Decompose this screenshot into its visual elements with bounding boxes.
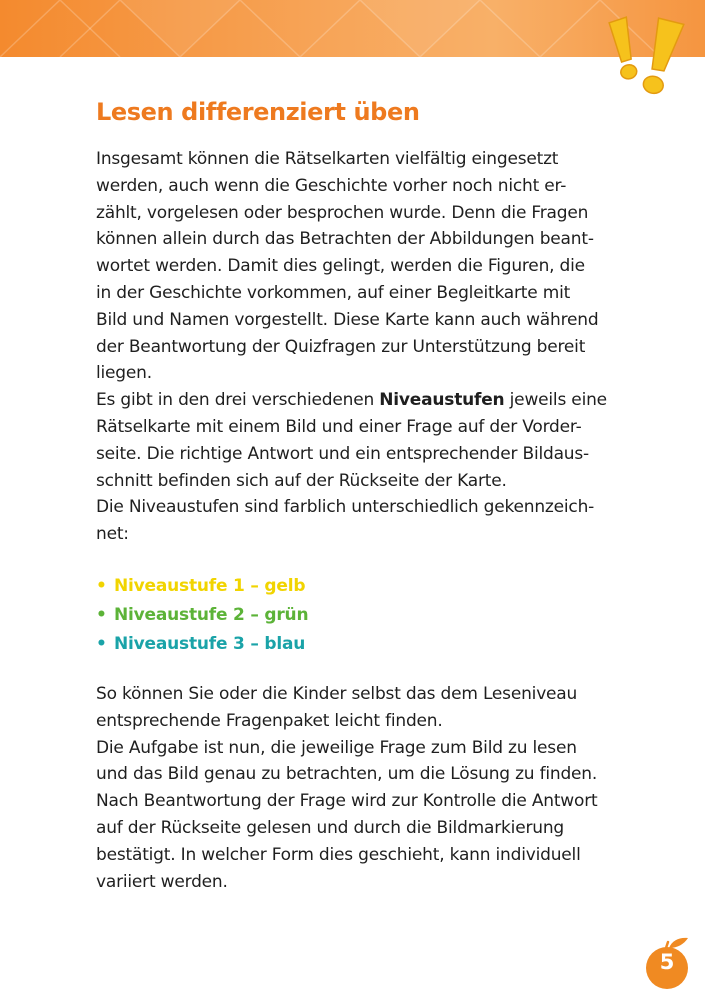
bullet: • (96, 605, 107, 625)
level-label: Niveaustufe 1 – gelb (114, 576, 306, 596)
text-line: wortet werden. Damit dies gelingt, werden die Figuren, die (96, 256, 585, 277)
text-line: Rätselkarte mit einem Bild und einer Frage auf der Vorder- (96, 416, 582, 437)
text-line: zählt, vorgelesen oder besprochen wurde. Denn die Fragen (96, 202, 589, 223)
level-list (96, 572, 308, 659)
text-line: bestätigt. In welcher Form dies geschieht, kann individuell (96, 844, 581, 865)
text-line: Bild und Namen vorgestellt. Diese Karte kann auch während (96, 309, 599, 330)
text-line: Die Niveaustufen sind farblich unterschiedlich gekennzeich- (96, 497, 595, 518)
text-line: liegen. (96, 363, 152, 384)
level-label: Niveaustufe 3 – blau (114, 634, 306, 654)
text-line: können allein durch das Betrachten der Abbildungen beant- (96, 229, 594, 250)
text-line: in der Geschichte vorkommen, auf einer Begleitkarte mit (96, 282, 571, 303)
header-band (0, 0, 705, 57)
text-line: net: (96, 524, 129, 545)
text-line (96, 387, 636, 414)
text-line: schnitt befinden sich auf der Rückseite der Karte. (96, 470, 507, 491)
usage-paragraph (96, 681, 636, 895)
bold-term: Niveaustufen (379, 390, 505, 411)
text-line: So können Sie oder die Kinder selbst das dem Leseniveau (96, 684, 578, 704)
bullet: • (96, 576, 107, 596)
text-line: der Beantwortung der Quizfragen zur Unterstützung bereit (96, 336, 586, 357)
text-line: seite. Die richtige Antwort und ein entsprechender Bildaus- (96, 443, 589, 464)
text-line: werden, auch wenn die Geschichte vorher noch nicht er- (96, 175, 567, 196)
exclamation-marks-icon (604, 14, 686, 100)
page-number: 5 (659, 950, 675, 974)
text-span: jeweils eine (504, 390, 607, 411)
text-line: Die Aufgabe ist nun, die jeweilige Frage zum Bild zu lesen (96, 737, 577, 758)
page-title: Lesen differenziert üben (96, 98, 420, 126)
level-item (96, 630, 308, 659)
text-span: Es gibt in den drei verschiedenen (96, 390, 380, 411)
text-line: Nach Beantwortung der Frage wird zur Kontrolle die Antwort (96, 791, 598, 812)
text-line: Insgesamt können die Rätselkarten vielfältig eingesetzt (96, 149, 559, 169)
text-line: und das Bild genau zu betrachten, um die Lösung zu finden. (96, 764, 598, 785)
level-label: Niveaustufe 2 – grün (114, 605, 309, 625)
header-pattern (0, 0, 705, 57)
level-item (96, 601, 308, 630)
text-line: entsprechende Fragenpaket leicht finden. (96, 710, 443, 731)
text-line: auf der Rückseite gelesen und durch die Bildmarkierung (96, 817, 564, 838)
intro-paragraph (96, 146, 636, 548)
bullet: • (96, 634, 107, 654)
text-line: variiert werden. (96, 871, 228, 892)
level-item (96, 572, 308, 601)
